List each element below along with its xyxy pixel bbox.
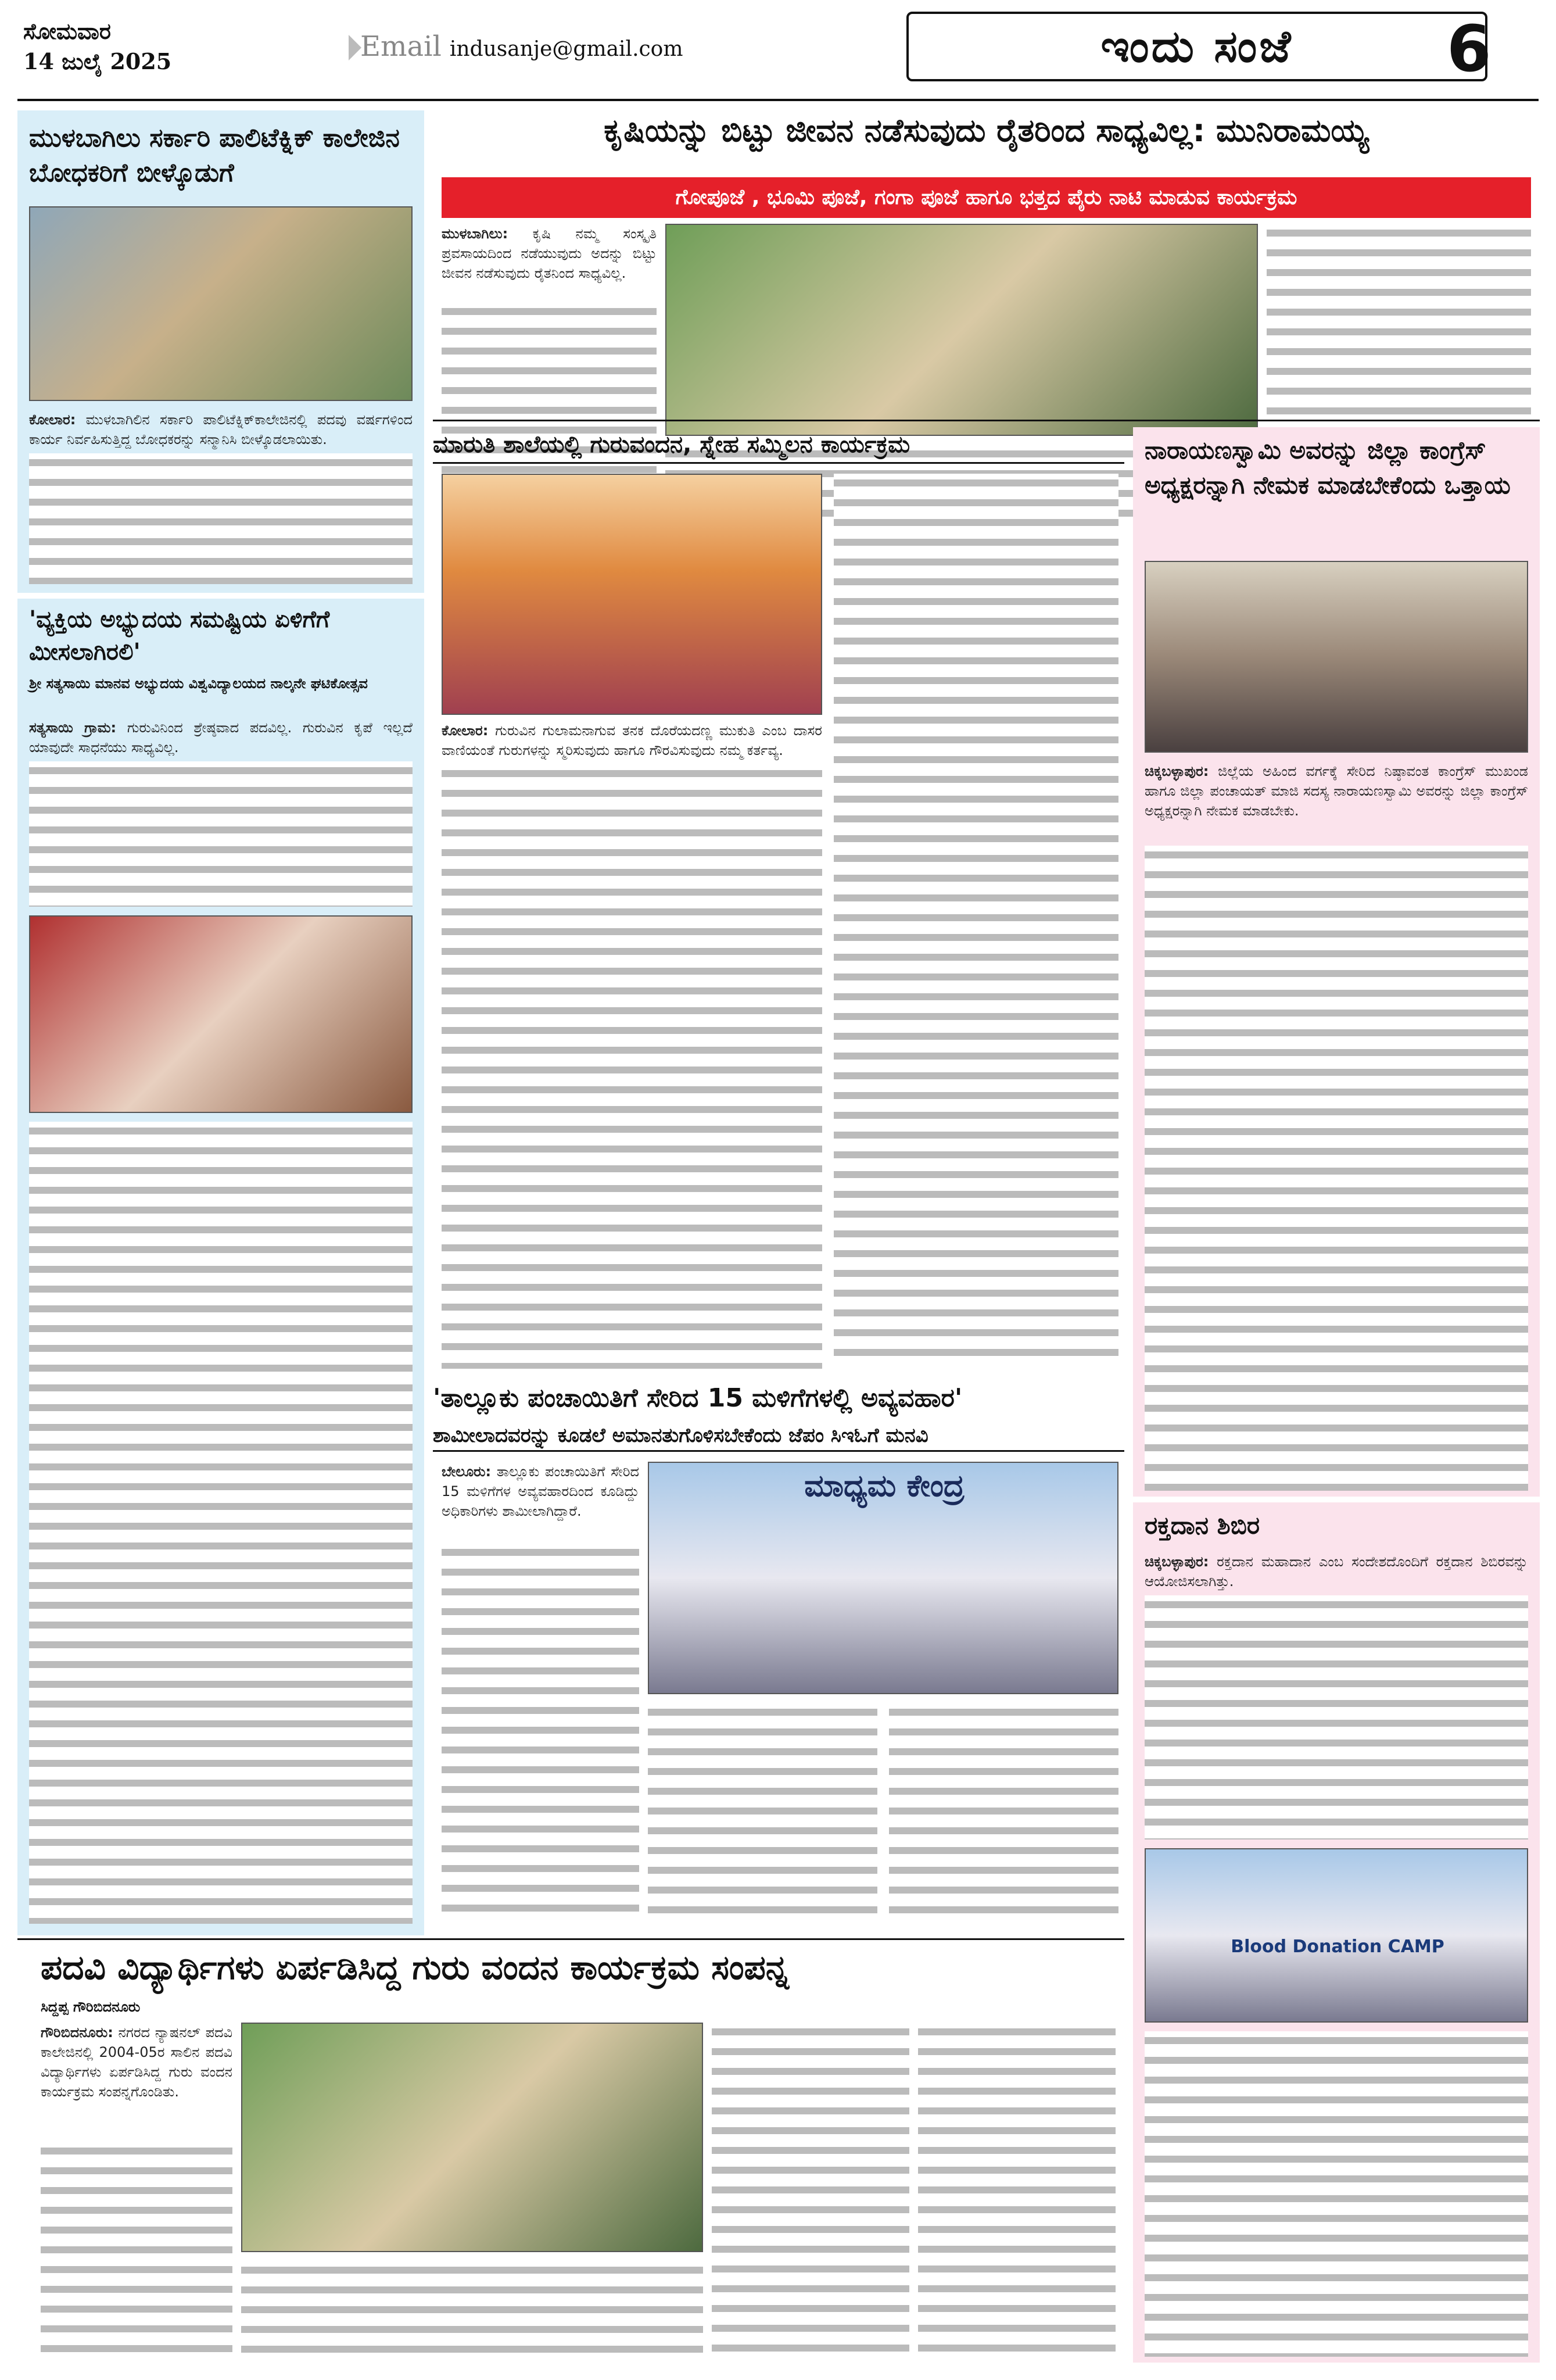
guru-col2-lines	[241, 2261, 703, 2357]
guru-story	[17, 1944, 1124, 2363]
taluk-lead: ಬೇಲೂರು:	[442, 1463, 492, 1480]
polytechnic-text-lines	[29, 453, 413, 584]
guru-col4-lines	[918, 2023, 1116, 2357]
blood-lead: ಚಿಕ್ಕಬಳ್ಳಾಪುರ:	[1145, 1554, 1209, 1570]
blood-body	[1145, 1552, 1528, 1591]
taluk-story	[433, 1380, 1124, 1930]
narayanaswamy-body	[1145, 761, 1528, 821]
header-date-block	[23, 16, 171, 77]
school-col2-lines	[834, 474, 1118, 1369]
school-headline: ಮಾರುತಿ ಶಾಲೆಯಲ್ಲಿ ಗುರುವಂದನ, ಸ್ನೇಹ ಸಮ್ಮಿಲನ ಕಾರ್ಯಕ್ರಮ	[433, 427, 1124, 464]
blood-text-lines-bottom	[1145, 2031, 1528, 2357]
farming-story	[433, 110, 1540, 418]
guru-headline: ಪದವಿ ವಿದ್ಯಾರ್ಥಿಗಳು ಏರ್ಪಡಿಸಿದ್ದ ಗುರು ವಂದನ ಕಾರ್ಯಕ್ರಮ ಸಂಪನ್ನ	[41, 1948, 789, 1987]
header-rule	[17, 99, 1539, 101]
blood-photo-banner: Blood Donation CAMP	[1231, 1937, 1444, 1957]
personality-photo	[29, 915, 413, 1113]
personality-text-lines-top	[29, 761, 413, 907]
school-body	[442, 721, 822, 760]
divider-farming	[433, 420, 1540, 421]
farming-lead: ಮುಳಬಾಗಿಲು:	[442, 226, 508, 242]
polytechnic-story	[17, 110, 424, 593]
farming-body	[442, 224, 657, 283]
guru-col1-lines	[41, 2142, 232, 2357]
polytechnic-text: ಮುಳಬಾಗಿಲಿನ ಸರ್ಕಾರಿ ಪಾಲಿಟೆಕ್ನಿಕ್‌ಕಾಲೇಜಿನಲ್ಲಿ ಪದವು ವರ್ಷಗಳಿಂದ ಕಾರ್ಯ ನಿರ್ವಹಿಸುತ್ತಿದ್ದ ಬೋಧಕರನ್ನು ಸನ್ಮಾನಿಸಿ ಬೀಳ್ಕೊಡಲಾಯಿತು.	[29, 411, 413, 448]
blood-text-lines-top	[1145, 1595, 1528, 1839]
header-day: ಸೋಮವಾರ	[23, 18, 111, 44]
farming-subhead: ಗೋಪೂಜೆ , ಭೂಮಿ ಪೂಜೆ, ಗಂಗಾ ಪೂಜೆ ಹಾಗೂ ಭತ್ತದ ಪೈರು ನಾಟಿ ಮಾಡುವ ಕಾರ್ಯಕ್ರಮ	[442, 177, 1531, 218]
taluk-text: ತಾಲ್ಲೂಕು ಪಂಚಾಯಿತಿಗೆ ಸೇರಿದ 15 ಮಳಿಗೆಗಳ ಅವ್ಯವಹಾರದಿಂದ ಕೂಡಿದ್ದು ಅಧಿಕಾರಿಗಳು ಶಾಮೀಲಾಗಿದ್ದಾರೆ.	[442, 1463, 639, 1519]
email-arrow-icon	[349, 35, 361, 60]
guru-text: ನಗರದ ನ್ಯಾಷನಲ್ ಪದವಿ ಕಾಲೇಜಿನಲ್ಲಿ 2004-05ರ ಸಾಲಿನ ಪದವಿ ವಿದ್ಯಾರ್ಥಿಗಳು ಏರ್ಪಡಿಸಿದ್ದ ಗುರು ವಂದನ ಕಾರ್ಯಕ್ರಮ ಸಂಪನ್ನಗೊಂಡಿತು.	[41, 2024, 232, 2100]
blood-photo	[1145, 1848, 1528, 2023]
school-text: ಗುರುವಿನ ಗುಲಾಮನಾಗುವ ತನಕ ದೊರೆಯದಣ್ಣ ಮುಕುತಿ ಎಂಬ ದಾಸರ ವಾಣಿಯಂತೆ ಗುರುಗಳನ್ನು ಸ್ಮರಿಸುವುದು ಹಾಗೂ ಗೌರವಿಸುವುದು ನಮ್ಮ ಕರ್ತವ್ಯ.	[442, 722, 822, 758]
taluk-col2-lines	[648, 1703, 877, 1924]
guru-lead: ಗೌರಿಬಿದನೂರು:	[41, 2024, 113, 2041]
divider-guru	[17, 1938, 1124, 1940]
taluk-photo-banner: ಮಾಧ್ಯಮ ಕೇಂದ್ರ	[804, 1469, 965, 1504]
polytechnic-body	[29, 410, 413, 449]
farming-photo	[665, 224, 1258, 436]
farming-text: ಕೃಷಿ ನಮ್ಮ ಸಂಸ್ಕೃತಿ ಪ್ರವಸಾಯದಿಂದ ನಡೆಯುವುದು ಅದನ್ನು ಬಿಟ್ಟು ಜೀವನ ನಡೆಸುವುದು ರೈತನಿಂದ ಸಾಧ್ಯವಿಲ್ಲ.	[442, 226, 657, 281]
narayanaswamy-story	[1133, 427, 1540, 1497]
taluk-headline: 'ತಾಲ್ಲೂಕು ಪಂಚಾಯಿತಿಗೆ ಸೇರಿದ 15 ಮಳಿಗೆಗಳಲ್ಲಿ ಅವ್ಯವಹಾರ'	[433, 1383, 963, 1413]
polytechnic-photo	[29, 206, 413, 401]
personality-byline: ಶ್ರೀ ಸತ್ಯಸಾಯಿ ಮಾನವ ಅಭ್ಯುದಯ ವಿಶ್ವವಿದ್ಯಾಲಯದ ನಾಲ್ಕನೇ ಘಟಿಕೋತ್ಸವ	[29, 675, 368, 692]
school-photo	[442, 474, 822, 715]
taluk-body	[442, 1462, 639, 1521]
personality-lead: ಸತ್ಯಸಾಯಿ ಗ್ರಾಮ:	[29, 720, 117, 736]
school-lead: ಕೋಲಾರ:	[442, 722, 489, 739]
guru-photo	[241, 2023, 703, 2252]
polytechnic-headline: ಮುಳಬಾಗಿಲು ಸರ್ಕಾರಿ ಪಾಲಿಟೆಕ್ನಿಕ್ ಕಾಲೇಜಿನ ಬೋಧಕರಿಗೆ ಬೀಳ್ಕೊಡುಗೆ	[29, 123, 400, 188]
guru-body	[41, 2023, 232, 2102]
narayanaswamy-text: ಜಿಲ್ಲೆಯ ಅಹಿಂದ ವರ್ಗಕ್ಕೆ ಸೇರಿದ ನಿಷ್ಠಾವಂತ ಕಾಂಗ್ರೆಸ್ ಮುಖಂಡ ಹಾಗೂ ಜಿಲ್ಲಾ ಪಂಚಾಯತ್ ಮಾಜಿ ಸದಸ್ಯ ನಾರಾಯಣಸ್ವಾಮಿ ಅವರನ್ನು ಜಿಲ್ಲಾ ಕಾಂಗ್ರೆಸ್ ಅಧ್ಯಕ್ಷರನ್ನಾಗಿ ನೇಮಕ ಮಾಡಬೇಕು.	[1145, 763, 1528, 819]
narayanaswamy-headline: ನಾರಾಯಣಸ್ವಾಮಿ ಅವರನ್ನು ಜಿಲ್ಲಾ ಕಾಂಗ್ರೆಸ್ ಅಧ್ಯಕ್ಷರನ್ನಾಗಿ ನೇಮಕ ಮಾಡಬೇಕೆಂದು ಒತ್ತಾಯ	[1145, 436, 1511, 499]
masthead-title: ಇಂದು ಸಂಜೆ	[1100, 20, 1293, 72]
narayanaswamy-lead: ಚಿಕ್ಕಬಳ್ಳಾಪುರ:	[1145, 763, 1209, 779]
polytechnic-lead: ಕೋಲಾರ:	[29, 411, 76, 428]
email-address[interactable]: indusanje@gmail.com	[449, 37, 683, 61]
guru-col3-lines	[712, 2023, 909, 2357]
masthead	[906, 12, 1487, 81]
header-email	[360, 30, 683, 63]
personality-story	[17, 599, 424, 1935]
personality-text: ಗುರುವಿನಿಂದ ಶ್ರೇಷ್ಠವಾದ ಪದವಿಲ್ಲ. ಗುರುವಿನ ಕೃಪೆ ಇಲ್ಲದೆ ಯಾವುದೇ ಸಾಧನೆಯು ಸಾಧ್ಯವಿಲ್ಲ.	[29, 720, 413, 756]
personality-headline: 'ವ್ಯಕ್ತಿಯ ಅಭ್ಯುದಯ ಸಮಷ್ಟಿಯ ಏಳಿಗೆಗೆ ಮೀಸಲಾಗಿರಲಿ'	[29, 606, 330, 665]
email-label: Email	[360, 30, 442, 63]
taluk-col3-lines	[889, 1703, 1118, 1924]
taluk-col1-lines	[442, 1543, 639, 1924]
personality-text-lines-bottom	[29, 1122, 413, 1924]
taluk-subhead: ಶಾಮೀಲಾದವರನ್ನು ಕೂಡಲೆ ಅಮಾನತುಗೊಳಿಸಬೇಕೆಂದು ಜೆಪಂ ಸಿಇಓಗೆ ಮನವಿ	[433, 1421, 1124, 1452]
personality-body	[29, 718, 413, 757]
header-date: 14 ಜುಲೈ 2025	[23, 48, 172, 74]
farming-headline: ಕೃಷಿಯನ್ನು ಬಿಟ್ಟು ಜೀವನ ನಡೆಸುವುದು ರೈತರಿಂದ ಸಾಧ್ಯವಿಲ್ಲ: ಮುನಿರಾಮಯ್ಯ	[604, 112, 1369, 149]
narayanaswamy-photo	[1145, 561, 1528, 753]
page-number: 6	[1447, 12, 1492, 86]
blood-text: ರಕ್ತದಾನ ಮಹಾದಾನ ಎಂಬ ಸಂದೇಶದೊಂದಿಗೆ ರಕ್ತದಾನ ಶಿಬಿರವನ್ನು ಆಯೋಜಿಸಲಾಗಿತ್ತು.	[1145, 1554, 1528, 1590]
blood-headline: ರಕ್ತದಾನ ಶಿಬಿರ	[1145, 1511, 1260, 1540]
narayanaswamy-text-lines	[1145, 846, 1528, 1491]
taluk-photo	[648, 1462, 1118, 1694]
school-story	[433, 427, 1124, 1375]
blood-story	[1133, 1502, 1540, 2363]
guru-byline: ಸಿದ್ದಪ್ಪ ಗೌರಿಬಿದನೂರು	[41, 1999, 141, 2015]
school-col1-lines	[442, 764, 822, 1369]
